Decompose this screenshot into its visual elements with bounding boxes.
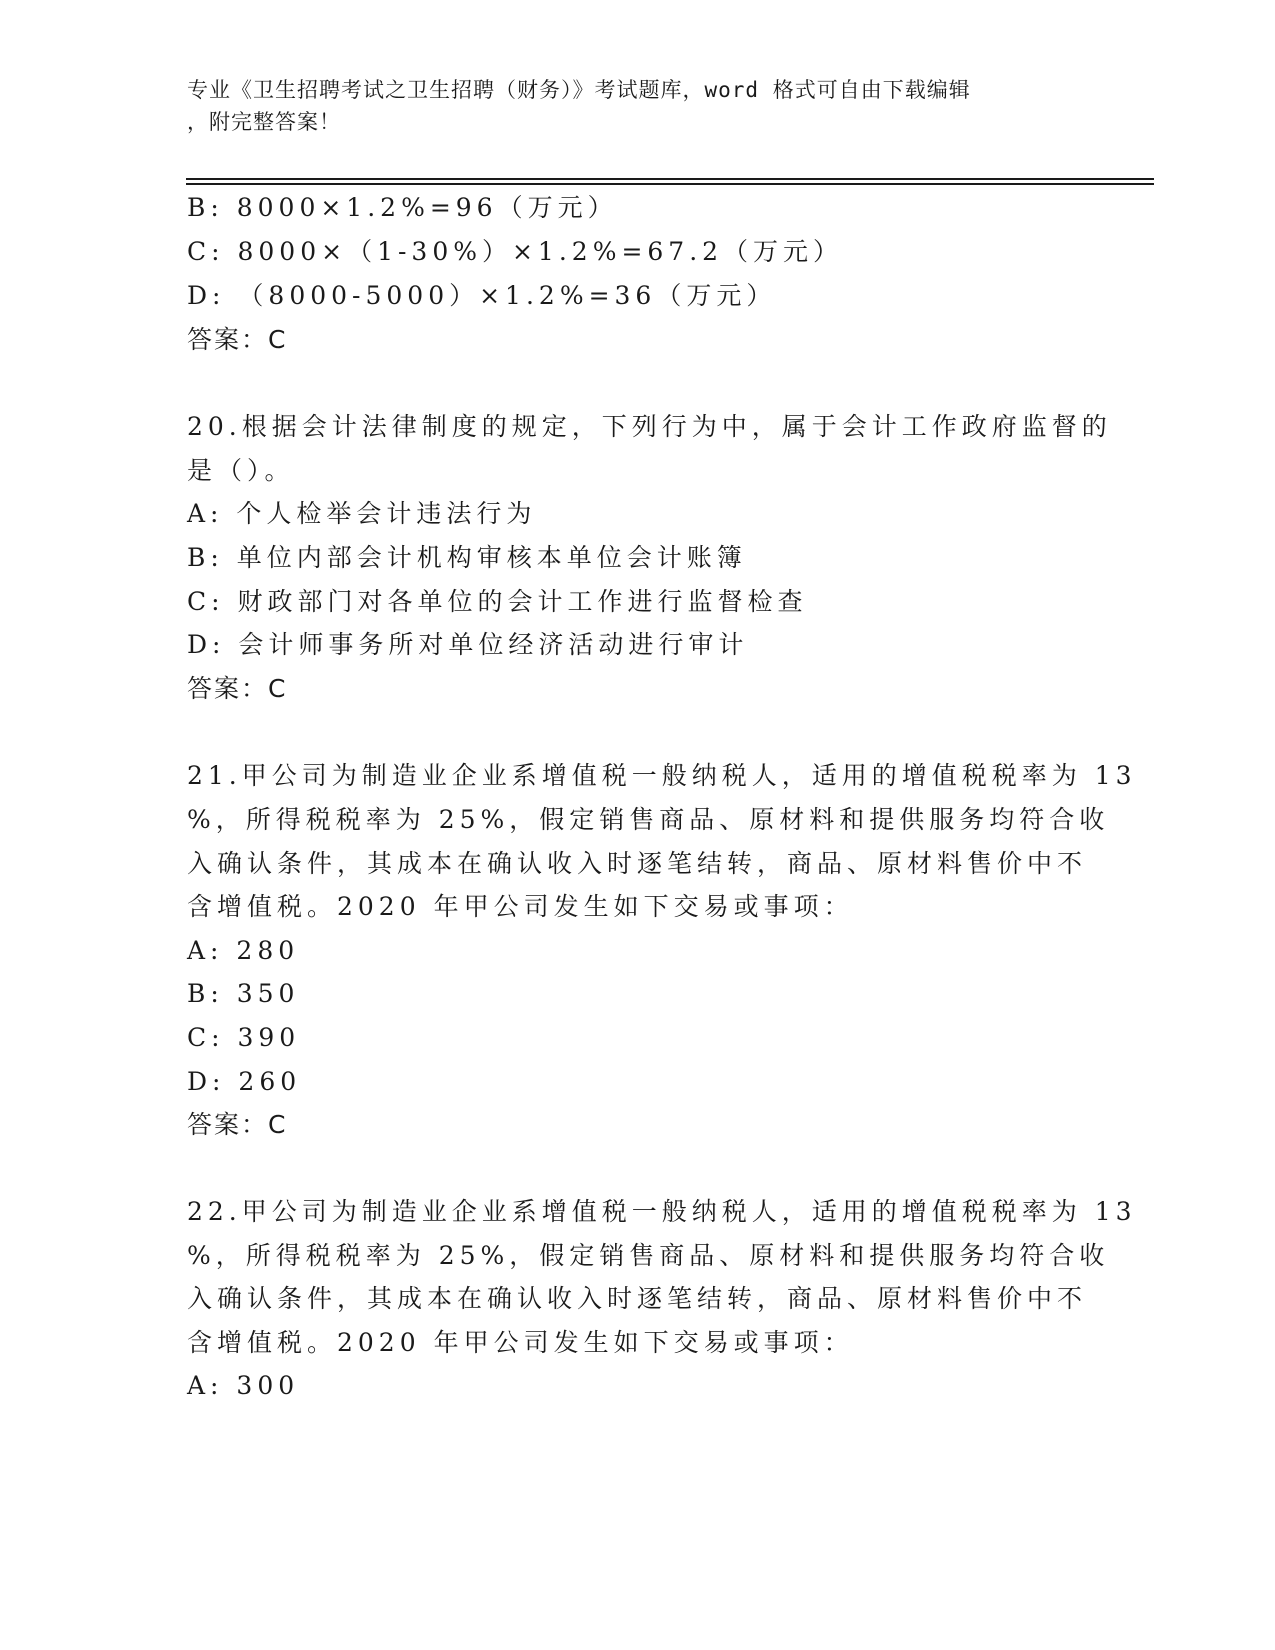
q22-stem-line-4: 含增值税。2020 年甲公司发生如下交易或事项： bbox=[187, 1328, 854, 1357]
q21-option-d: D: 260 bbox=[187, 1067, 302, 1096]
q21-option-a: A: 280 bbox=[187, 936, 300, 965]
q21-option-c: C: 390 bbox=[187, 1023, 301, 1052]
q20-option-d: D: 会计师事务所对单位经济活动进行审计 bbox=[187, 630, 749, 659]
q22-stem-line-3: 入确认条件，其成本在确认收入时逐笔结转，商品、原材料售价中不 bbox=[187, 1284, 1088, 1313]
q21-stem-line-2: %，所得税税率为 25%，假定销售商品、原材料和提供服务均符合收 bbox=[187, 805, 1110, 834]
q19-answer: 答案：C bbox=[187, 325, 288, 354]
q19-option-b: B: 8000×1.2%=96（万元） bbox=[187, 193, 618, 222]
q21-answer: 答案：C bbox=[187, 1110, 288, 1139]
q21-stem-line-1: 21.甲公司为制造业企业系增值税一般纳税人，适用的增值税税率为 13 bbox=[187, 761, 1137, 790]
q21-stem-line-4: 含增值税。2020 年甲公司发生如下交易或事项： bbox=[187, 892, 854, 921]
q22-stem-line-1: 22.甲公司为制造业企业系增值税一般纳税人，适用的增值税税率为 13 bbox=[187, 1197, 1137, 1226]
document-header bbox=[187, 74, 1067, 138]
q22-stem-line-2: %，所得税税率为 25%，假定销售商品、原材料和提供服务均符合收 bbox=[187, 1241, 1110, 1270]
q22-option-a: A: 300 bbox=[187, 1371, 300, 1400]
q20-option-b: B: 单位内部会计机构审核本单位会计账簿 bbox=[187, 543, 747, 572]
q21-option-b: B: 350 bbox=[187, 979, 300, 1008]
q20-option-a: A: 个人检举会计违法行为 bbox=[187, 499, 537, 528]
q21-stem-line-3: 入确认条件，其成本在确认收入时逐笔结转，商品、原材料售价中不 bbox=[187, 849, 1088, 878]
q20-stem-line-2: 是（）。 bbox=[187, 456, 295, 485]
q20-option-c: C: 财政部门对各单位的会计工作进行监督检查 bbox=[187, 587, 808, 616]
q20-stem-line-1: 20.根据会计法律制度的规定，下列行为中，属于会计工作政府监督的 bbox=[187, 412, 1112, 441]
header-divider-top bbox=[186, 178, 1154, 180]
header-divider-bottom bbox=[186, 183, 1154, 185]
q20-answer: 答案：C bbox=[187, 674, 288, 703]
q19-option-d: D: （8000-5000）×1.2%=36（万元） bbox=[187, 281, 777, 310]
q19-option-c: C: 8000×（1-30%）×1.2%=67.2（万元） bbox=[187, 237, 844, 266]
header-line-1: 专业《卫生招聘考试之卫生招聘（财务）》考试题库，word 格式可自由下载编辑 bbox=[187, 78, 971, 102]
header-line-2: ，附完整答案！ bbox=[187, 110, 341, 134]
